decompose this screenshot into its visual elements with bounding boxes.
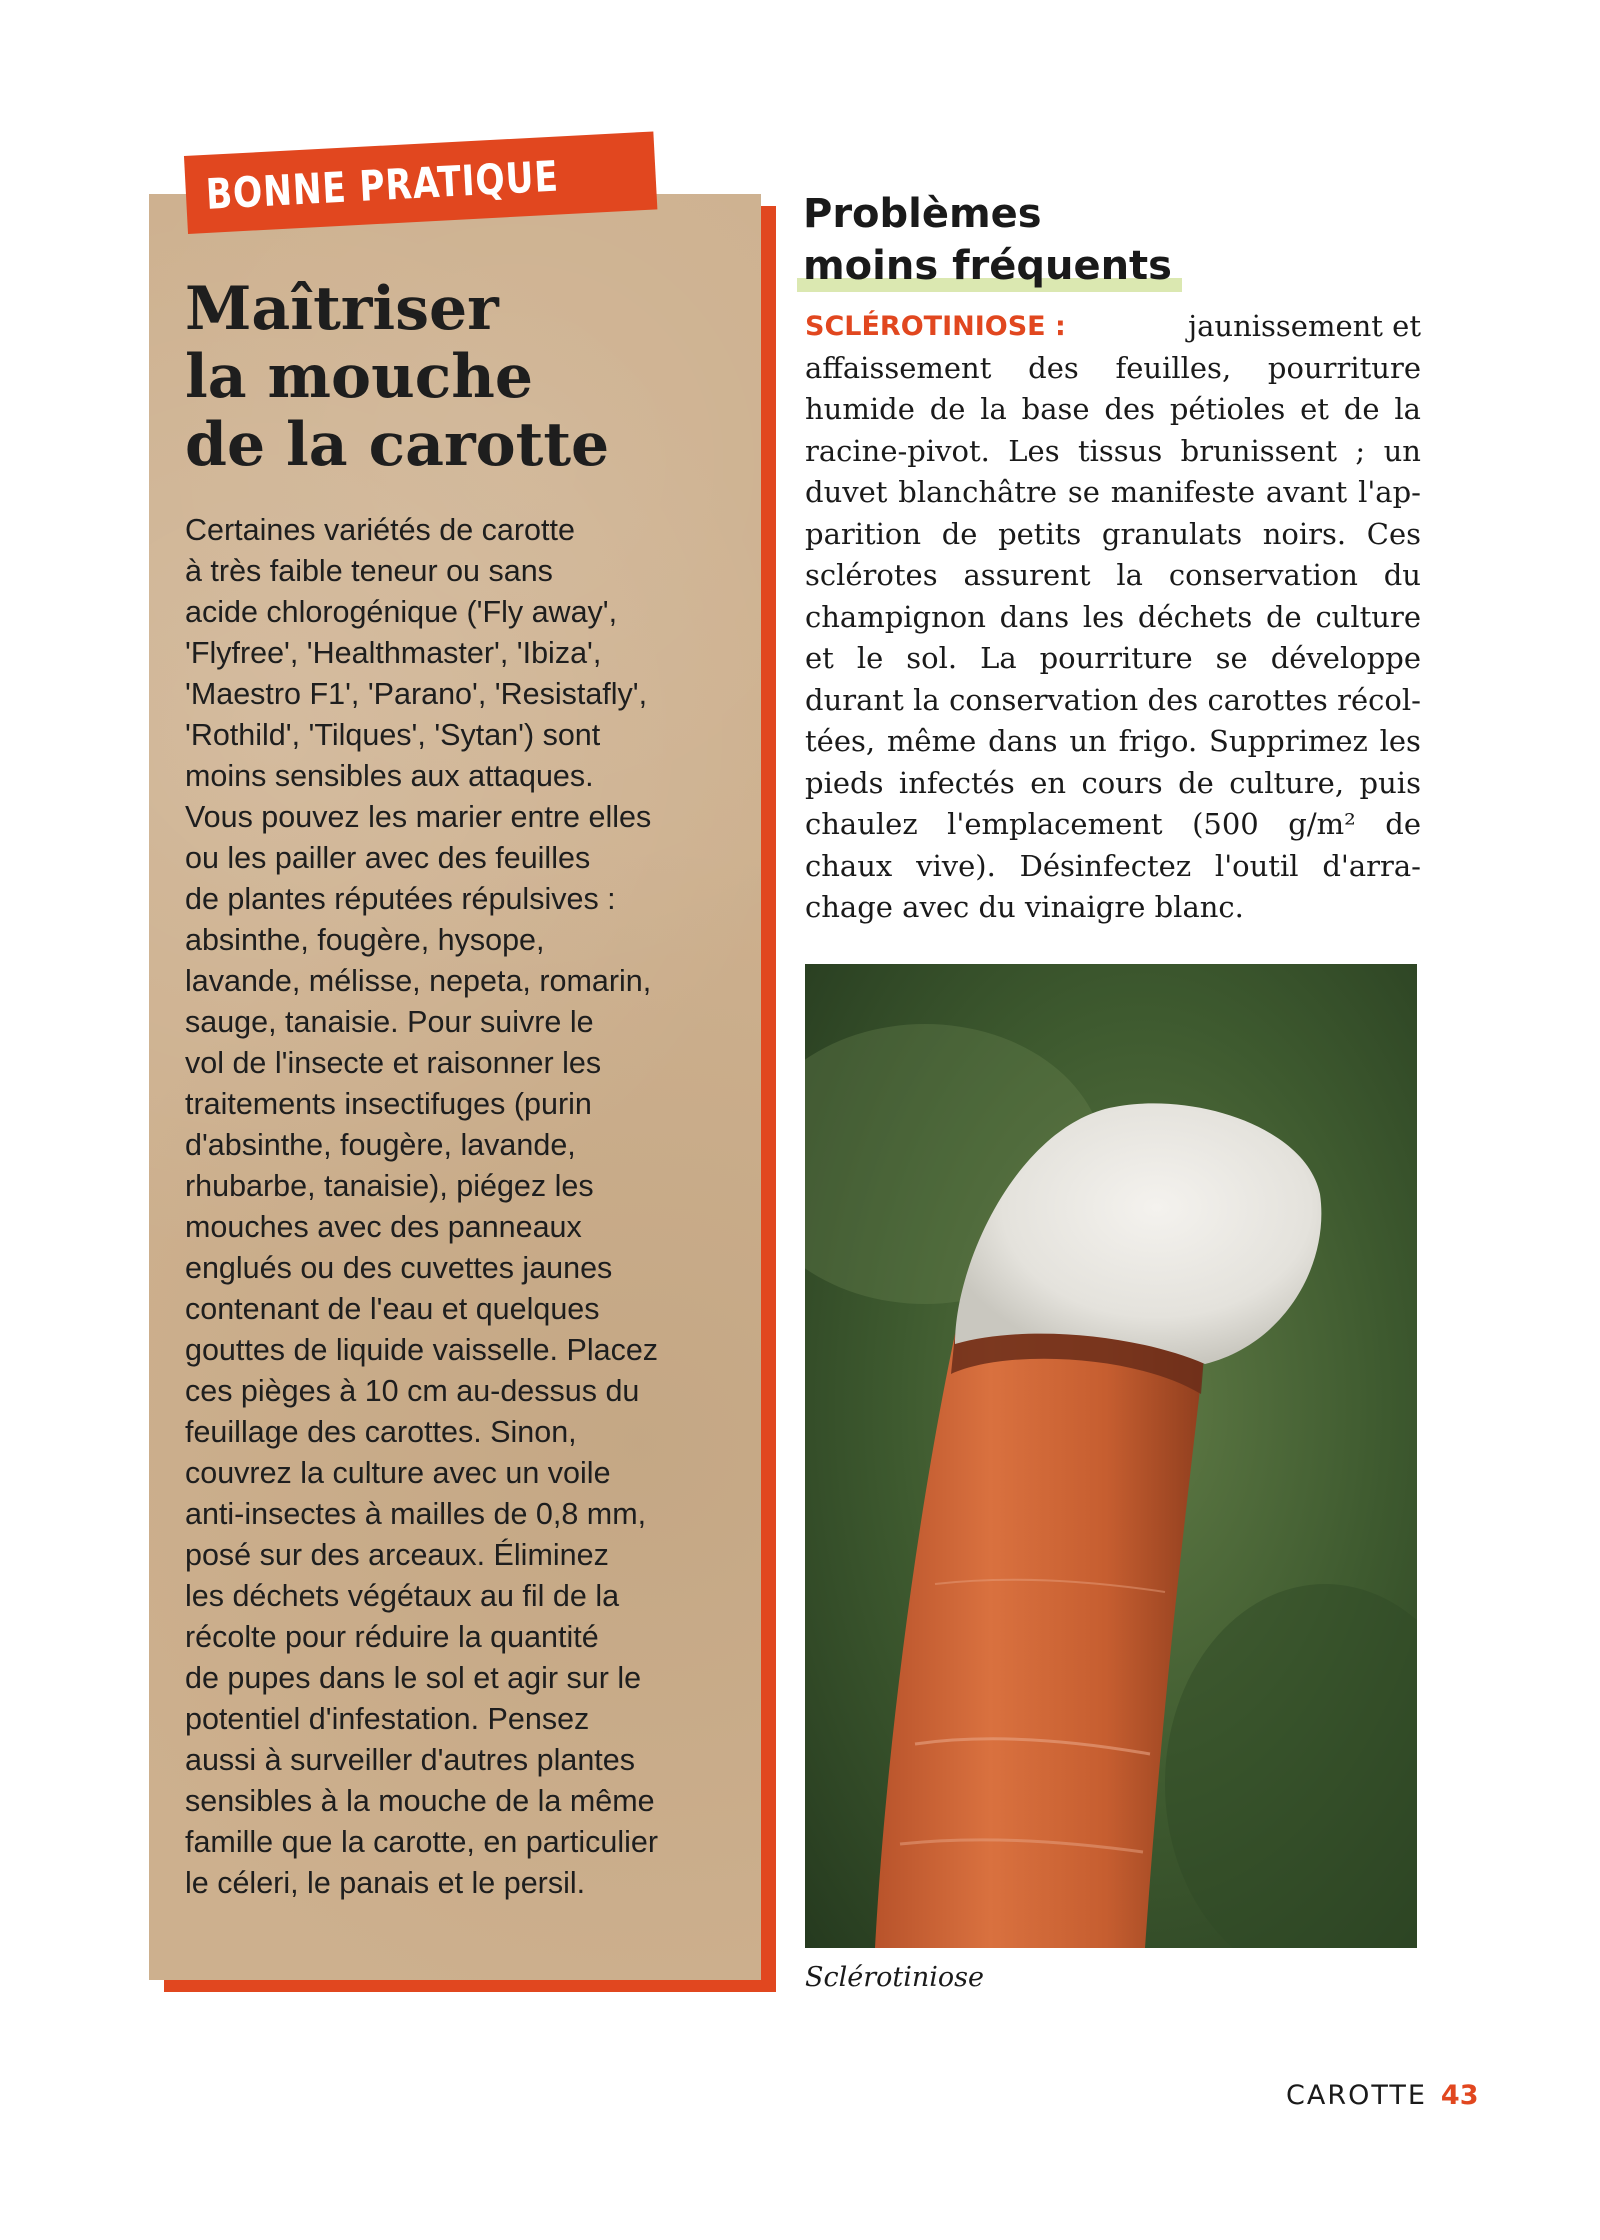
practice-body-line: gouttes de liquide vaisselle. Placez xyxy=(185,1333,659,1367)
practice-body-line: ces pièges à 10 cm au-dessus du xyxy=(185,1374,640,1408)
body-word: un xyxy=(1383,433,1421,468)
body-word: avant xyxy=(1265,475,1348,509)
practice-body-line: aussi à surveiller d'autres plantes xyxy=(185,1743,635,1777)
practice-title-line: Maîtriser xyxy=(185,274,499,344)
body-word: noirs. xyxy=(1262,516,1347,551)
body-word: d'arra- xyxy=(1322,848,1421,883)
body-word: de xyxy=(1265,599,1302,634)
practice-body-line: anti-insectes à mailles de 0,8 mm, xyxy=(185,1497,647,1531)
body-word: dans xyxy=(988,724,1058,758)
body-line xyxy=(805,804,1421,846)
page-footer xyxy=(1286,2080,1478,2111)
body-word: chaux xyxy=(805,848,893,883)
section-title-line-2: moins fréquents xyxy=(797,240,1182,292)
body-word: pieds xyxy=(805,765,884,800)
photo-sclerotiniose xyxy=(805,964,1417,1948)
practice-body xyxy=(185,510,745,1904)
footer-section: CAROTTE xyxy=(1286,2080,1427,2111)
body-word: la xyxy=(1116,558,1143,592)
practice-body-line: à très faible teneur ou sans xyxy=(185,554,553,588)
body-word: le xyxy=(856,641,884,675)
body-word: Désinfectez xyxy=(1019,848,1192,883)
body-word: se xyxy=(1067,475,1100,509)
body-word: assurent xyxy=(963,558,1091,592)
body-word: culture, xyxy=(1229,765,1345,800)
body-word: les xyxy=(1379,724,1421,758)
practice-body-line: posé sur des arceaux. Éliminez xyxy=(185,1538,609,1572)
body-line: chage avec du vinaigre blanc. xyxy=(805,890,1244,924)
practice-body-line: englués ou des cuvettes jaunes xyxy=(185,1251,613,1285)
body-word: La xyxy=(980,641,1017,675)
body-word: frigo. xyxy=(1118,724,1198,758)
body-word: de xyxy=(1343,392,1380,426)
body-word: tées, xyxy=(805,724,876,758)
body-line xyxy=(805,555,1421,597)
body-word: petits xyxy=(998,516,1082,551)
body-line xyxy=(805,721,1421,763)
body-word: parition xyxy=(805,516,922,551)
body-line xyxy=(805,514,1421,556)
practice-body-line: de pupes dans le sol et agir sur le xyxy=(185,1661,642,1695)
body-word: infectés xyxy=(898,765,1015,800)
practice-title-line: de la carotte xyxy=(185,410,610,480)
body-word: en xyxy=(1030,765,1067,800)
practice-body-line: 'Flyfree', 'Healthmaster', 'Ibiza', xyxy=(185,636,602,670)
practice-body-line: 'Maestro F1', 'Parano', 'Resistafly', xyxy=(185,677,648,711)
body-word: (500 xyxy=(1192,807,1259,841)
body-line xyxy=(805,306,1421,348)
practice-body-line: traitements insectifuges (purin xyxy=(185,1087,592,1121)
practice-body-line: de plantes réputées répulsives : xyxy=(185,882,616,916)
body-word: de xyxy=(929,392,966,426)
body-word: dans xyxy=(999,599,1070,634)
practice-body-line: vol de l'insecte et raisonner les xyxy=(185,1046,602,1080)
body-word: racine-pivot. xyxy=(805,433,990,468)
practice-body-line: Vous pouvez les marier entre elles xyxy=(185,800,652,834)
body-line xyxy=(805,846,1421,888)
body-word: se xyxy=(1215,641,1248,675)
body-line xyxy=(805,348,1421,390)
body-word: duvet xyxy=(805,475,888,509)
body-word: pourriture xyxy=(1039,641,1193,675)
practice-body-line: 'Rothild', 'Tilques', 'Sytan') sont xyxy=(185,718,601,752)
practice-body-line: sensibles à la mouche de la même xyxy=(185,1784,655,1818)
body-word: durant xyxy=(805,682,904,717)
body-word: l'ap- xyxy=(1358,475,1421,509)
body-word: et xyxy=(805,641,834,675)
body-word: des xyxy=(1104,392,1155,426)
practice-body-line: lavande, mélisse, nepeta, romarin, xyxy=(185,964,652,998)
body-word: champignon xyxy=(805,599,986,634)
practice-title-line: la mouche xyxy=(185,342,534,412)
body-word: la xyxy=(913,682,940,717)
practice-body-line: ou les pailler avec des feuilles xyxy=(185,841,591,875)
body-word: et xyxy=(1300,392,1329,426)
photo-caption: Sclérotiniose xyxy=(805,1962,984,1993)
body-word: humide xyxy=(805,392,915,426)
body-word: conservation xyxy=(949,682,1139,717)
body-word: chaulez xyxy=(805,807,918,841)
body-line xyxy=(805,472,1421,514)
body-word: granulats xyxy=(1101,516,1243,551)
section-body xyxy=(805,306,1421,929)
body-word: de xyxy=(1178,765,1214,800)
body-line xyxy=(805,680,1421,722)
body-word: la xyxy=(1394,392,1421,426)
page-number: 43 xyxy=(1440,2080,1479,2111)
body-word: Ces xyxy=(1366,516,1421,551)
body-line-rest: jaunissement et xyxy=(1188,309,1421,343)
body-line xyxy=(805,431,1421,473)
body-word: les xyxy=(1082,599,1125,634)
practice-body-line: les déchets végétaux au fil de la xyxy=(185,1579,620,1613)
body-word: Supprimez xyxy=(1209,724,1368,758)
body-word: cours xyxy=(1081,765,1163,800)
body-word: du xyxy=(1383,558,1421,592)
body-word: l'emplacement xyxy=(947,807,1163,841)
practice-body-line: acide chlorogénique ('Fly away', xyxy=(185,595,618,629)
body-word: tissus xyxy=(1078,433,1163,468)
body-word: ; xyxy=(1355,433,1366,468)
body-word: pourriture xyxy=(1267,350,1421,385)
body-word: manifeste xyxy=(1110,475,1256,509)
body-word: base xyxy=(1021,392,1090,426)
body-line xyxy=(805,763,1421,805)
practice-body-line: contenant de l'eau et quelques xyxy=(185,1292,600,1326)
body-word: vive). xyxy=(916,848,996,883)
practice-body-line: sauge, tanaisie. Pour suivre le xyxy=(185,1005,594,1039)
body-word: de xyxy=(1385,807,1421,841)
practice-body-line: famille que la carotte, en particulier xyxy=(185,1825,658,1859)
body-word: brunissent xyxy=(1180,433,1337,468)
body-word: conservation xyxy=(1168,558,1358,592)
body-word: puis xyxy=(1359,765,1421,800)
practice-body-line: feuillage des carottes. Sinon, xyxy=(185,1415,577,1449)
body-word: feuilles, xyxy=(1115,350,1232,385)
practice-body-line: Certaines variétés de carotte xyxy=(185,513,575,547)
practice-body-line: d'absinthe, fougère, lavande, xyxy=(185,1128,576,1162)
practice-body-line: le céleri, le panais et le persil. xyxy=(185,1866,586,1900)
body-word: la xyxy=(980,392,1007,426)
body-word: récol- xyxy=(1337,682,1421,717)
practice-tag-label: BONNE PRATIQUE xyxy=(204,151,560,219)
section-title-line-1: Problèmes xyxy=(803,191,1042,237)
practice-body-line: rhubarbe, tanaisie), piégez les xyxy=(185,1169,594,1203)
body-line xyxy=(805,597,1421,639)
body-word: affaissement xyxy=(805,350,992,385)
practice-body-line: absinthe, fougère, hysope, xyxy=(185,923,545,957)
body-line xyxy=(805,638,1421,680)
section-title xyxy=(803,188,1243,292)
practice-body-line: mouches avec des panneaux xyxy=(185,1210,582,1244)
body-word: des xyxy=(1147,682,1199,717)
body-word: carottes xyxy=(1207,682,1328,717)
practice-body-line: potentiel d'infestation. Pensez xyxy=(185,1702,590,1736)
body-word: sol. xyxy=(906,641,958,675)
body-word: des xyxy=(1028,350,1079,385)
body-word: sclérotes xyxy=(805,558,938,592)
body-word: un xyxy=(1069,724,1107,758)
body-word: culture xyxy=(1315,599,1421,634)
practice-body-line: moins sensibles aux attaques. xyxy=(185,759,594,793)
body-word: Les xyxy=(1008,433,1060,468)
body-word: développe xyxy=(1270,641,1421,675)
body-line xyxy=(805,389,1421,431)
disease-keyword: SCLÉROTINIOSE : xyxy=(805,311,1066,342)
body-word: même xyxy=(886,724,977,758)
practice-body-line: couvrez la culture avec un voile xyxy=(185,1456,611,1490)
body-word: l'outil xyxy=(1214,848,1299,883)
body-word: g/m² xyxy=(1288,807,1356,841)
practice-title xyxy=(185,275,725,479)
practice-body-line: récolte pour réduire la quantité xyxy=(185,1620,599,1654)
body-word: pétioles xyxy=(1169,392,1286,426)
body-word: de xyxy=(941,516,978,551)
body-word: déchets xyxy=(1137,599,1253,634)
body-word: blanchâtre xyxy=(898,475,1057,509)
